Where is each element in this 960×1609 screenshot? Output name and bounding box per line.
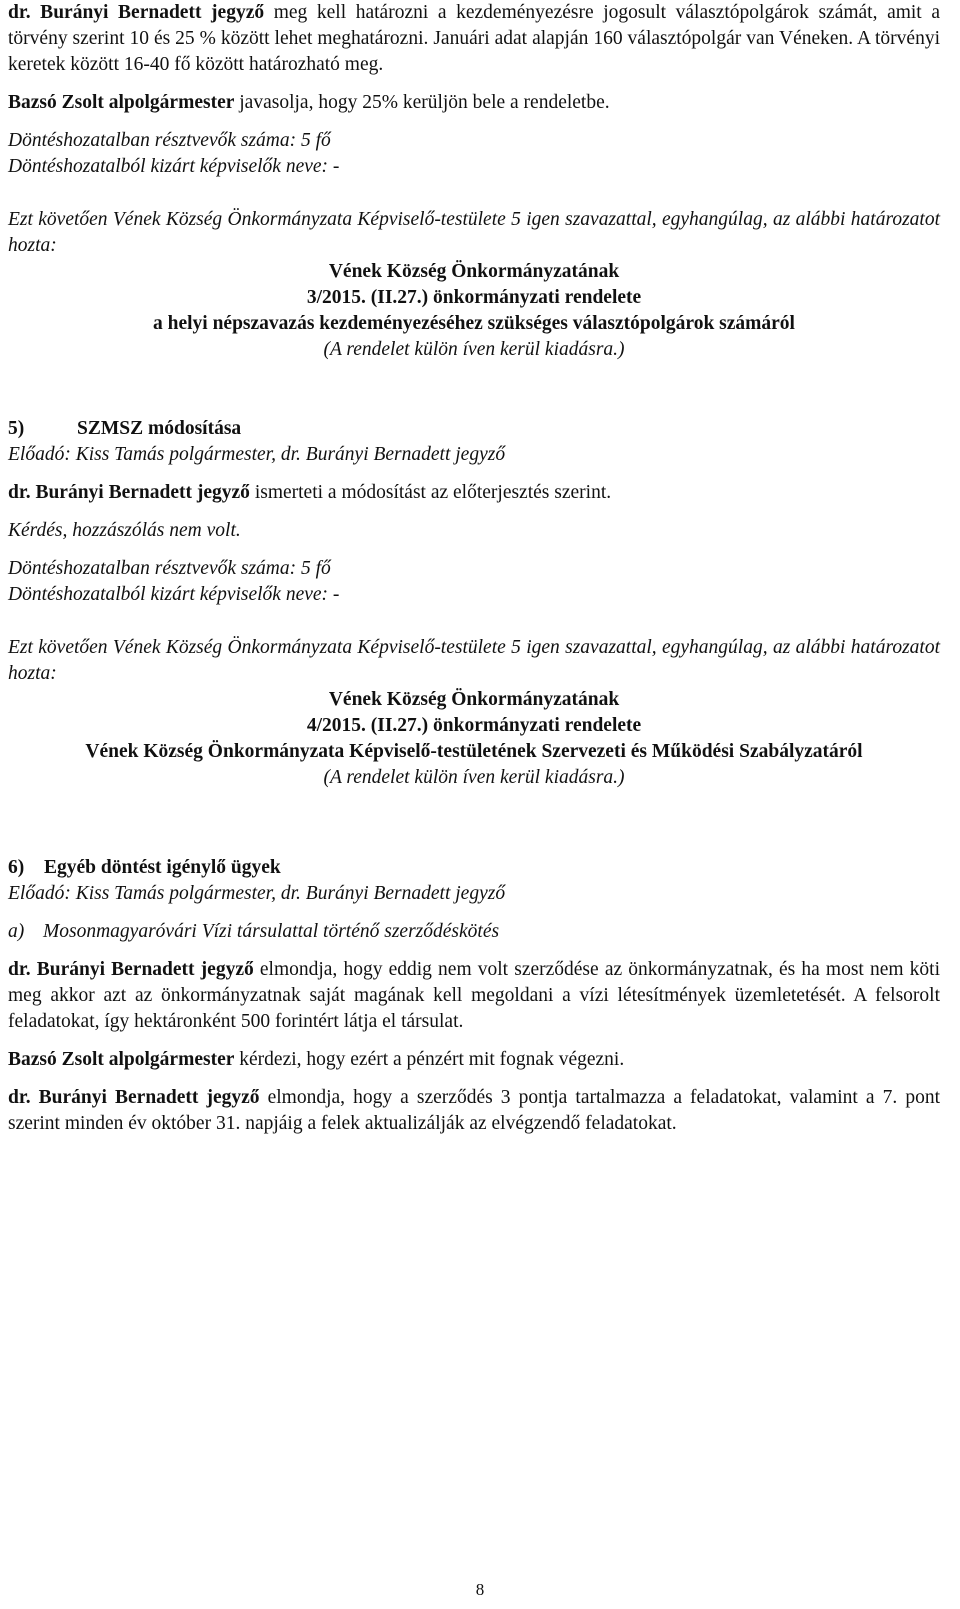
vote1-participants: Döntéshozatalban résztvevők száma: 5 fő [8,130,331,151]
section-6-paragraph-3 [8,1085,940,1137]
section-5-heading [8,416,940,442]
subitem-title: Mosonmagyaróvári Vízi társulattal történő szerződéskötés [43,921,500,942]
speaker-name: dr. Burányi Bernadett jegyző [8,482,250,503]
page-number: 8 [475,1580,485,1599]
section-5-no-questions: Kérdés, hozzászólás nem volt. [8,520,241,541]
paragraph-text: ismerteti a módosítást az előterjesztés szerint. [249,482,612,503]
vote2-excluded: Döntéshozatalból kizárt képviselők neve: - [8,584,340,605]
section-6-paragraph-2 [8,1047,940,1073]
speaker-name: Bazsó Zsolt alpolgármester [8,1049,235,1070]
vote1-excluded: Döntéshozatalból kizárt képviselők neve: - [8,156,340,177]
section-6-paragraph-1 [8,957,940,1035]
decree2-note: (A rendelet külön íven kerül kiadásra.) [323,767,625,788]
decree1-number: 3/2015. (II.27.) önkormányzati rendelete [306,287,642,308]
decree2-title: Vének Község Önkormányzata Képviselő-testületének Szervezeti és Működési Szabályzatáról [85,741,863,762]
decree2-number: 4/2015. (II.27.) önkormányzati rendelete [306,715,642,736]
subitem-letter: a) [8,921,25,942]
decree1-issuer: Vének Község Önkormányzatának [328,261,620,282]
vote2-result: Ezt követően Vének Község Önkormányzata Képviselő-testülete 5 igen szavazattal, egyhangúlag, az alábbi határozatot hozta: [8,637,940,684]
decree1-title: a helyi népszavazás kezdeményezéséhez szükséges választópolgárok számáról [153,313,795,334]
decree2-issuer: Vének Község Önkormányzatának [328,689,620,710]
section-5-paragraph [8,480,940,506]
section-6-subitem [8,919,940,945]
paragraph-text: javasolja, hogy 25% kerüljön bele a rendeletbe. [234,92,610,113]
section-number: 5) [8,418,25,439]
vote1-result: Ezt követően Vének Község Önkormányzata Képviselő-testülete 5 igen szavazattal, egyhangúlag, az alábbi határozatot hozta: [8,209,940,256]
section-5-presenter: Előadó: Kiss Tamás polgármester, dr. Burányi Bernadett jegyző [8,444,506,465]
paragraph-notary-intro [8,0,940,78]
section-title: SZMSZ módosítása [77,418,242,439]
speaker-name: dr. Burányi Bernadett jegyző [8,2,265,23]
paragraph-text: kérdezi, hogy ezért a pénzért mit fognak végezni. [234,1049,625,1070]
speaker-name: dr. Burányi Bernadett jegyző [8,1087,260,1108]
section-6-presenter: Előadó: Kiss Tamás polgármester, dr. Burányi Bernadett jegyző [8,883,506,904]
section-title: Egyéb döntést igénylő ügyek [44,857,281,878]
paragraph-deputy-mayor-proposal [8,90,940,116]
speaker-name: Bazsó Zsolt alpolgármester [8,92,235,113]
section-number: 6) [8,857,25,878]
paragraph-text: elmondja, hogy eddig nem volt szerződése az önkormányzatnak, és ha most nem köti meg akkor azt az önkormányzatnak saját magának kell megoldani a vízi létesítmények üzemletetését. A felsorolt feladatokat, így hektáronként 500 forintért látja el társulat. [8,959,941,1032]
section-6-heading [8,855,940,881]
paragraph-text: elmondja, hogy a szerződés 3 pontja tartalmazza a feladatokat, valamint a 7. pont szerint minden év október 31. napjáig a felek aktualizálják az elvégzendő feladatokat. [8,1087,941,1134]
speaker-name: dr. Burányi Bernadett jegyző [8,959,254,980]
paragraph-text: meg kell határozni a kezdeményezésre jogosult választópolgárok számát, amit a törvény szerint 10 és 25 % között lehet meghatározni. Januári adat alapján 160 választópolgár van Véneken. A törvényi keretek között 16-40 fő között határozható meg. [8,2,940,75]
decree1-note: (A rendelet külön íven kerül kiadásra.) [323,339,625,360]
vote2-participants: Döntéshozatalban résztvevők száma: 5 fő [8,558,331,579]
